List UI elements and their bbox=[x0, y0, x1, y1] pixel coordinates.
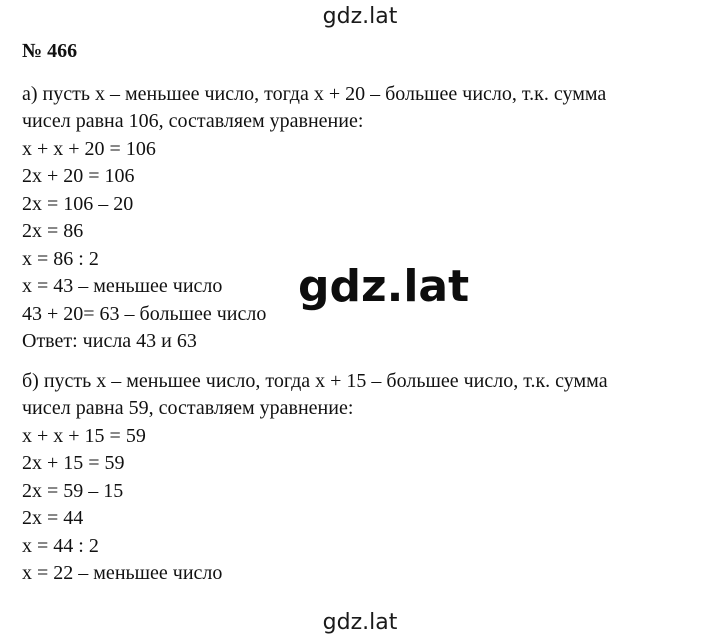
watermark-center: gdz.lat bbox=[298, 261, 470, 312]
part-a-step: 2х = 86 bbox=[22, 220, 84, 242]
watermark-top: gdz.lat bbox=[322, 4, 398, 29]
part-a-step: х = 86 : 2 bbox=[22, 247, 99, 270]
part-a-step: х = 43 – меньшее число bbox=[22, 275, 223, 297]
part-a-step: 2х + 20 = 106 bbox=[22, 165, 135, 187]
part-a-intro-line-2: чисел равна 106, составляем уравнение: bbox=[22, 110, 364, 132]
part-b-step: 2х + 15 = 59 bbox=[22, 452, 125, 474]
part-a-answer: Ответ: числа 43 и 63 bbox=[22, 330, 197, 352]
part-b-step: х = 22 – меньшее число bbox=[22, 562, 223, 584]
part-b-step: 2х = 44 bbox=[22, 507, 84, 529]
part-a-step: х + х + 20 = 106 bbox=[22, 137, 156, 160]
part-a bbox=[22, 81, 702, 356]
part-b bbox=[22, 368, 702, 588]
document-body bbox=[22, 38, 702, 588]
part-a-step: 43 + 20= 63 – большее число bbox=[22, 302, 267, 325]
part-b-step: х + х + 15 = 59 bbox=[22, 424, 146, 447]
part-a-intro-line-1: а) пусть х – меньшее число, тогда х + 20 – большее число, т.к. сумма bbox=[22, 82, 607, 105]
part-b-step: х = 44 : 2 bbox=[22, 534, 99, 557]
watermark-bottom: gdz.lat bbox=[322, 610, 398, 635]
problem-number: № 466 bbox=[22, 40, 78, 62]
part-b-step: 2х = 59 – 15 bbox=[22, 479, 124, 502]
part-b-intro-line-2: чисел равна 59, составляем уравнение: bbox=[22, 397, 354, 419]
part-a-step: 2х = 106 – 20 bbox=[22, 192, 134, 215]
part-b-intro-line-1: б) пусть х – меньшее число, тогда х + 15 – большее число, т.к. сумма bbox=[22, 369, 608, 392]
